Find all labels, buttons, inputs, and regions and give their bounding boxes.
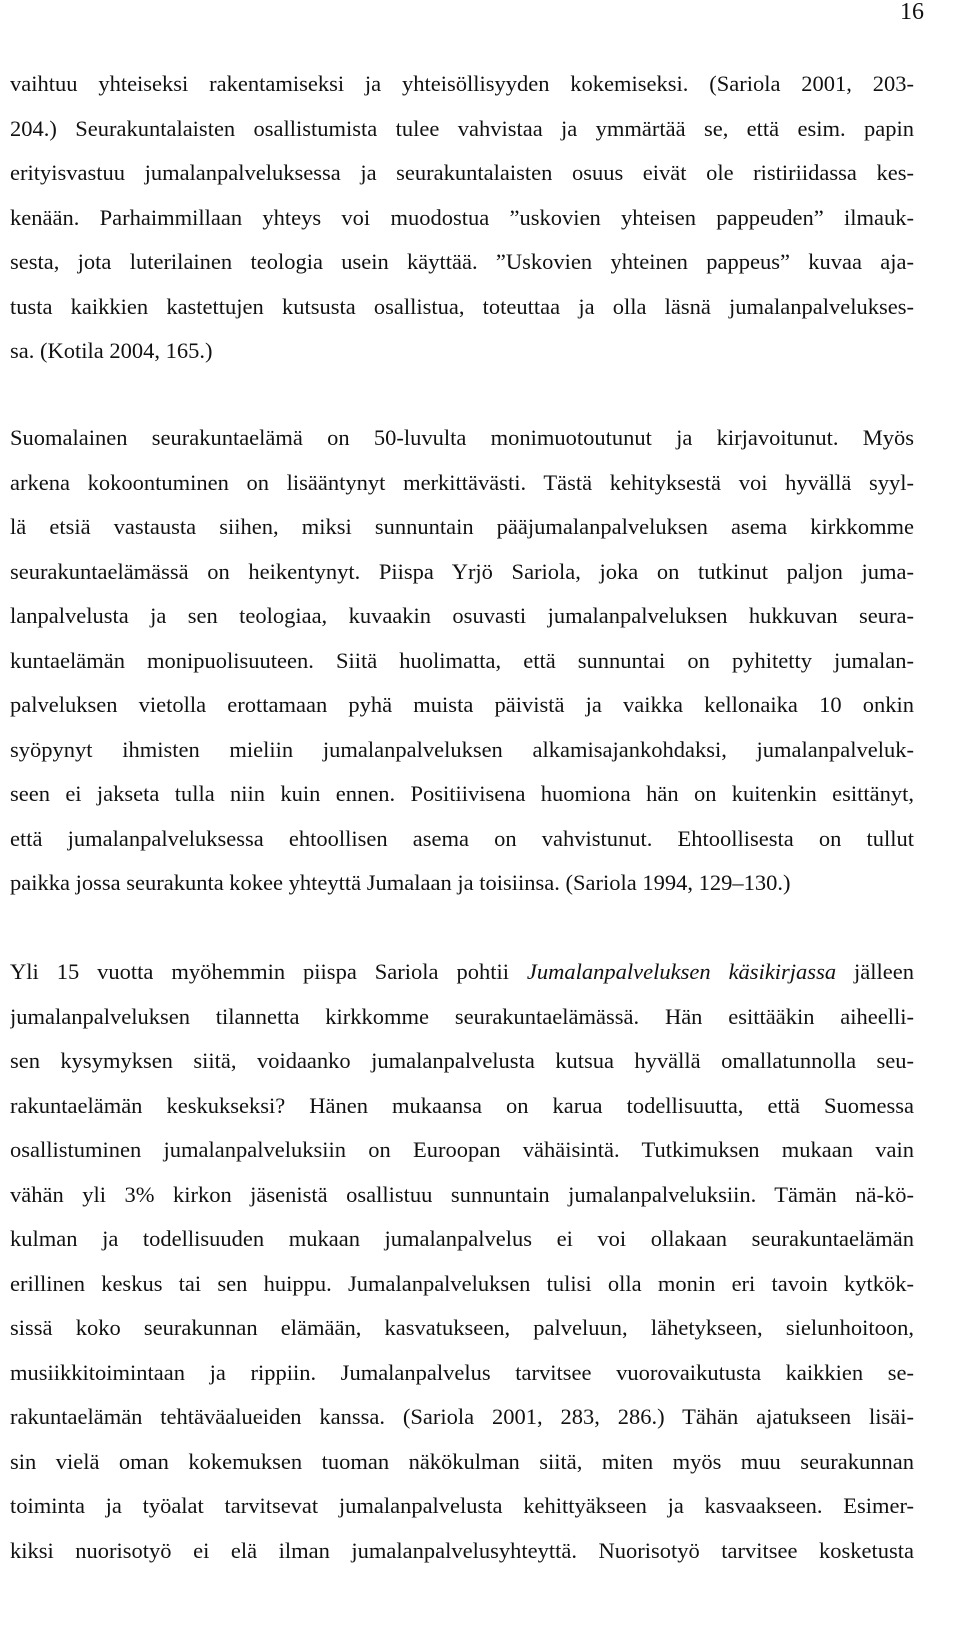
- text-line: lä etsiä vastausta siihen, miksi sunnuntain pääjumalanpalveluksen asema kirkkomme: [10, 514, 914, 539]
- text-line: sissä koko seurakunnan elämään, kasvatukseen, palveluun, lähetykseen, sielunhoitoon,: [10, 1315, 914, 1340]
- text-line: vähän yli 3% kirkon jäsenistä osallistuu sunnuntain jumalanpalveluksiin. Tämän nä-kö-: [10, 1181, 914, 1207]
- text-line: lanpalvelusta ja sen teologiaa, kuvaakin osuvasti jumalanpalveluksen hukkuvan seura-: [10, 603, 914, 628]
- text-line: sin vielä oman kokemuksen tuoman näkökulman siitä, miten myös muu seurakunnan: [10, 1448, 914, 1474]
- text-line: rakuntaelämän keskukseksi? Hänen mukaansa on karua todellisuutta, että Suomessa: [10, 1092, 914, 1118]
- text-line: toiminta ja työalat tarvitsevat jumalanpalvelusta kehittyäkseen ja kasvaakseen. Esimer-: [10, 1493, 914, 1518]
- text-line: rakuntaelämän tehtäväalueiden kanssa. (Sariola 2001, 283, 286.) Tähän ajatukseen lisäi-: [10, 1404, 914, 1429]
- text-line: seen ei jakseta tulla niin kuin ennen. Positiivisena huomiona hän on kuitenkin esittänyt,: [10, 781, 914, 806]
- text-line: tusta kaikkien kastettujen kutsusta osallistua, toteuttaa ja olla läsnä jumalanpalvelukses-: [10, 293, 914, 319]
- text-line: kulman ja todellisuuden mukaan jumalanpalvelus ei voi ollakaan seurakuntaelämän: [10, 1226, 914, 1251]
- text-line: 204.) Seurakuntalaisten osallistumista tulee vahvistaa ja ymmärtää se, että esim. papin: [10, 115, 914, 141]
- page-number: 16: [900, 0, 924, 25]
- text-line: Suomalainen seurakuntaelämä on 50-luvulta monimuotoutunut ja kirjavoitunut. Myös: [10, 425, 914, 450]
- text-line: osallistuminen jumalanpalveluksiin on Euroopan vähäisintä. Tutkimuksen mukaan vain: [10, 1137, 914, 1162]
- text-line: sa. (Kotila 2004, 165.): [10, 338, 213, 363]
- text-line: musiikkitoimintaan ja rippiin. Jumalanpalvelus tarvitsee vuorovaikutusta kaikkien se-: [10, 1359, 914, 1385]
- text-line: sen kysymyksen siitä, voidaanko jumalanpalvelusta kutsua hyvällä omallatunnolla seu-: [10, 1048, 914, 1073]
- text-line: kenään. Parhaimmillaan yhteys voi muodostua ”uskovien yhteisen pappeuden” ilmauk-: [10, 204, 914, 230]
- text-line: jumalanpalveluksen tilannetta kirkkomme seurakuntaelämässä. Hän esittääkin aiheelli-: [10, 1003, 914, 1029]
- text-line: erityisvastuu jumalanpalveluksessa ja seurakuntalaisten osuus eivät ole ristiriidassa kes-: [10, 160, 914, 185]
- text-line: kiksi nuorisotyö ei elä ilman jumalanpalvelusyhteyttä. Nuorisotyö tarvitsee kosketusta: [10, 1537, 914, 1563]
- text-line: että jumalanpalveluksessa ehtoollisen asema on vahvistunut. Ehtoollisesta on tullut: [10, 825, 914, 851]
- text-line: palveluksen vietolla erottamaan pyhä muista päivistä ja vaikka kellonaika 10 onkin: [10, 692, 914, 717]
- paragraph-1: [10, 62, 914, 374]
- text-line-first: [10, 950, 914, 995]
- text-line: syöpynyt ihmisten mieliin jumalanpalveluksen alkamisajankohdaksi, jumalanpalveluk-: [10, 736, 914, 762]
- paragraph-2: [10, 416, 914, 906]
- text-segment: Yli 15 vuotta myöhemmin piispa Sariola pohtii: [10, 959, 527, 984]
- text-line: seurakuntaelämässä on heikentynyt. Piispa Yrjö Sariola, joka on tutkinut paljon juma-: [10, 558, 914, 584]
- text-segment: jälleen: [836, 959, 914, 984]
- text-line: paikka jossa seurakunta kokee yhteyttä Jumalaan ja toisiinsa. (Sariola 1994, 129–130.): [10, 870, 791, 895]
- text-line: arkena kokoontuminen on lisääntynyt merkittävästi. Tästä kehityksestä voi hyvällä syyl-: [10, 469, 914, 495]
- text-line: kuntaelämän monipuolisuuteen. Siitä huolimatta, että sunnuntai on pyhitetty jumalan-: [10, 647, 914, 673]
- book-title-italic: Jumalanpalveluksen käsikirjassa: [526, 959, 837, 984]
- text-line: vaihtuu yhteiseksi rakentamiseksi ja yhteisöllisyyden kokemiseksi. (Sariola 2001, 203-: [10, 71, 914, 96]
- text-line: sesta, jota luterilainen teologia usein käyttää. ”Uskovien yhteinen pappeus” kuvaa aja-: [10, 249, 914, 274]
- paragraph-3: [10, 950, 914, 1573]
- text-line: erillinen keskus tai sen huippu. Jumalanpalveluksen tulisi olla monin eri tavoin kytkök-: [10, 1270, 914, 1296]
